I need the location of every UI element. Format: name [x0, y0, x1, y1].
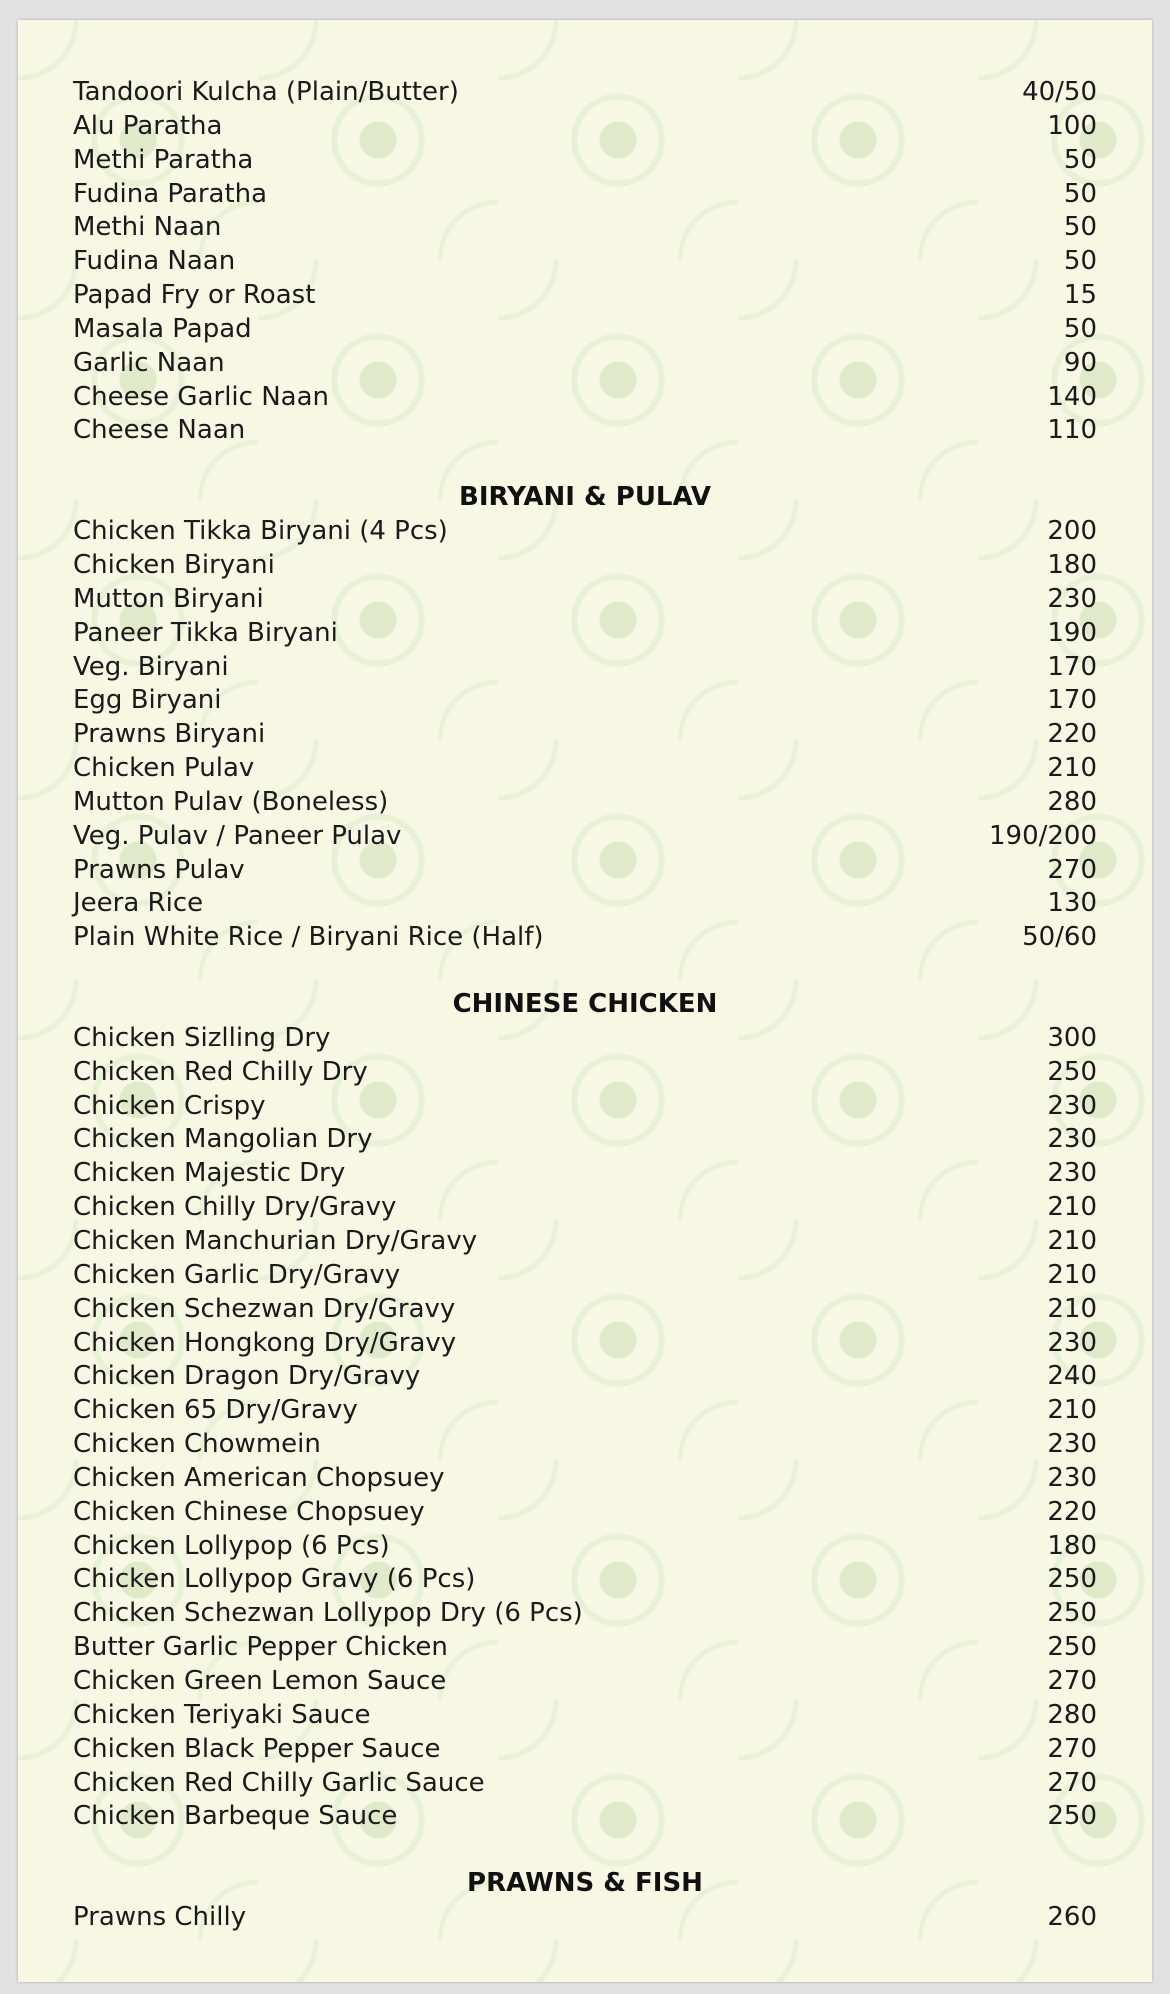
menu-item-price: 260	[1047, 1902, 1097, 1933]
menu-item-name: Mutton Pulav (Boneless)	[73, 786, 389, 817]
menu-item-price: 140	[1047, 381, 1097, 412]
menu-item-row	[73, 1428, 1097, 1462]
menu-item-price: 210	[1047, 1259, 1097, 1290]
menu-item-price: 190/200	[988, 820, 1097, 851]
menu-item-row	[73, 1631, 1097, 1665]
menu-item-price: 230	[1047, 1158, 1097, 1189]
menu-item-price: 15	[1063, 280, 1097, 311]
menu-item-row	[73, 515, 1097, 549]
menu-page	[18, 20, 1152, 1982]
menu-item-name: Chicken Majestic Dry	[73, 1158, 346, 1189]
menu-item-price: 170	[1047, 651, 1097, 682]
menu-item-row	[73, 1293, 1097, 1327]
menu-item-row	[73, 144, 1097, 178]
menu-item-row	[73, 1157, 1097, 1191]
menu-item-price: 50	[1063, 246, 1097, 277]
menu-item-name: Cheese Naan	[73, 415, 246, 446]
menu-item-name: Mutton Biryani	[73, 583, 264, 614]
menu-item-row	[73, 1462, 1097, 1496]
menu-item-name: Chicken Garlic Dry/Gravy	[73, 1259, 401, 1290]
menu-item-row	[73, 1394, 1097, 1428]
menu-item-name: Fudina Paratha	[73, 178, 268, 209]
menu-item-name: Chicken Red Chilly Dry	[73, 1056, 368, 1087]
menu-item-row	[73, 1360, 1097, 1394]
menu-item-price: 110	[1047, 415, 1097, 446]
menu-item-price: 280	[1047, 786, 1097, 817]
menu-item-row	[73, 752, 1097, 786]
menu-item-name: Prawns Chilly	[73, 1902, 247, 1933]
menu-item-price: 200	[1047, 516, 1097, 547]
menu-item-price: 300	[1047, 1022, 1097, 1053]
menu-item-row	[73, 786, 1097, 820]
menu-item-price: 180	[1047, 549, 1097, 580]
menu-item-row	[73, 1665, 1097, 1699]
menu-item-name: Papad Fry or Roast	[73, 280, 316, 311]
menu-item-row	[73, 820, 1097, 854]
menu-item-row	[73, 211, 1097, 245]
menu-item-price: 270	[1047, 854, 1097, 885]
menu-item-row	[73, 245, 1097, 279]
menu-item-price: 50	[1063, 313, 1097, 344]
menu-item-row	[73, 313, 1097, 347]
menu-item-row	[73, 1327, 1097, 1361]
menu-item-row	[73, 414, 1097, 448]
menu-item-name: Chicken Lollypop Gravy (6 Pcs)	[73, 1564, 476, 1595]
menu-item-price: 210	[1047, 1192, 1097, 1223]
menu-item-name: Chicken Crispy	[73, 1090, 266, 1121]
section-heading: CHINESE CHICKEN	[452, 989, 718, 1020]
menu-item-name: Chicken Barbeque Sauce	[73, 1801, 398, 1832]
menu-item-name: Egg Biryani	[73, 685, 222, 716]
menu-item-row	[73, 1800, 1097, 1834]
menu-item-price: 250	[1047, 1801, 1097, 1832]
menu-item-price: 210	[1047, 753, 1097, 784]
menu-item-name: Veg. Biryani	[73, 651, 229, 682]
menu-item-row	[73, 718, 1097, 752]
menu-item-row	[73, 854, 1097, 888]
menu-item-price: 210	[1047, 1293, 1097, 1324]
menu-item-price: 130	[1047, 888, 1097, 919]
menu-item-name: Chicken Chinese Chopsuey	[73, 1496, 425, 1527]
menu-item-row	[73, 583, 1097, 617]
menu-item-row	[73, 1563, 1097, 1597]
menu-item-name: Chicken Schezwan Dry/Gravy	[73, 1293, 456, 1324]
menu-item-row	[73, 110, 1097, 144]
menu-item-row	[73, 684, 1097, 718]
menu-item-price: 230	[1047, 1327, 1097, 1358]
menu-item-price: 170	[1047, 685, 1097, 716]
menu-item-price: 280	[1047, 1699, 1097, 1730]
menu-item-price: 100	[1047, 110, 1097, 141]
menu-item-row	[73, 1530, 1097, 1564]
menu-item-price: 190	[1047, 617, 1097, 648]
menu-item-name: Butter Garlic Pepper Chicken	[73, 1632, 448, 1663]
menu-item-price: 230	[1047, 1090, 1097, 1121]
menu-item-row	[73, 617, 1097, 651]
menu-item-price: 250	[1047, 1598, 1097, 1629]
menu-item-row	[73, 651, 1097, 685]
menu-item-name: Chicken Red Chilly Garlic Sauce	[73, 1767, 485, 1798]
menu-item-row	[73, 921, 1097, 955]
menu-item-row	[73, 1191, 1097, 1225]
menu-item-row	[73, 1901, 1097, 1935]
menu-item-name: Methi Naan	[73, 212, 222, 243]
menu-item-price: 250	[1047, 1056, 1097, 1087]
menu-list	[73, 76, 1097, 1935]
menu-item-name: Chicken Chowmein	[73, 1429, 321, 1460]
menu-item-price: 50	[1063, 212, 1097, 243]
menu-item-name: Prawns Pulav	[73, 854, 245, 885]
menu-item-row	[73, 1123, 1097, 1157]
menu-item-name: Chicken Lollypop (6 Pcs)	[73, 1530, 390, 1561]
menu-item-row	[73, 1699, 1097, 1733]
menu-item-price: 180	[1047, 1530, 1097, 1561]
menu-item-price: 90	[1063, 347, 1097, 378]
menu-item-name: Chicken Mangolian Dry	[73, 1124, 373, 1155]
menu-item-price: 270	[1047, 1767, 1097, 1798]
menu-item-row	[73, 1733, 1097, 1767]
menu-item-price: 240	[1047, 1361, 1097, 1392]
menu-item-price: 230	[1047, 1124, 1097, 1155]
menu-item-name: Chicken 65 Dry/Gravy	[73, 1395, 358, 1426]
menu-item-row	[73, 549, 1097, 583]
menu-item-name: Chicken Green Lemon Sauce	[73, 1665, 447, 1696]
menu-item-price: 230	[1047, 1462, 1097, 1493]
menu-item-row	[73, 381, 1097, 415]
menu-item-name: Chicken Hongkong Dry/Gravy	[73, 1327, 457, 1358]
menu-item-price: 220	[1047, 1496, 1097, 1527]
menu-item-name: Chicken Teriyaki Sauce	[73, 1699, 371, 1730]
menu-item-price: 50	[1063, 178, 1097, 209]
menu-item-price: 210	[1047, 1226, 1097, 1256]
menu-item-name: Garlic Naan	[73, 347, 225, 378]
menu-item-name: Chicken Schezwan Lollypop Dry (6 Pcs)	[73, 1598, 583, 1629]
menu-item-price: 250	[1047, 1564, 1097, 1595]
menu-item-row	[73, 1022, 1097, 1056]
menu-item-row	[73, 1090, 1097, 1124]
menu-item-price: 220	[1047, 719, 1097, 750]
menu-item-row	[73, 887, 1097, 921]
menu-item-price: 50	[1063, 144, 1097, 175]
menu-item-row	[73, 279, 1097, 313]
menu-item-name: Veg. Pulav / Paneer Pulav	[73, 820, 402, 851]
menu-item-name: Cheese Garlic Naan	[73, 381, 330, 412]
menu-item-name: Chicken Black Pepper Sauce	[73, 1733, 441, 1764]
menu-item-price: 40/50	[1022, 77, 1097, 107]
menu-item-price: 230	[1047, 583, 1097, 614]
menu-item-row	[73, 76, 1097, 110]
menu-item-name: Tandoori Kulcha (Plain/Butter)	[73, 77, 459, 107]
menu-item-name: Methi Paratha	[73, 144, 254, 175]
menu-item-name: Paneer Tikka Biryani	[73, 617, 338, 648]
menu-item-row	[73, 347, 1097, 381]
menu-item-name: Masala Papad	[73, 313, 252, 344]
menu-item-name: Chicken Pulav	[73, 753, 255, 784]
menu-item-name: Prawns Biryani	[73, 719, 266, 750]
menu-item-price: 230	[1047, 1429, 1097, 1460]
menu-item-name: Chicken Biryani	[73, 549, 275, 580]
menu-item-name: Chicken Manchurian Dry/Gravy	[73, 1226, 478, 1256]
section-heading: PRAWNS & FISH	[467, 1868, 703, 1899]
menu-item-name: Chicken Tikka Biryani (4 Pcs)	[73, 516, 448, 547]
menu-item-row	[73, 178, 1097, 212]
menu-item-price: 250	[1047, 1632, 1097, 1663]
menu-item-name: Chicken Chilly Dry/Gravy	[73, 1192, 397, 1223]
menu-item-name: Chicken American Chopsuey	[73, 1462, 445, 1493]
menu-item-row	[73, 1225, 1097, 1259]
menu-item-name: Plain White Rice / Biryani Rice (Half)	[73, 922, 544, 953]
menu-item-name: Chicken Sizlling Dry	[73, 1022, 331, 1053]
menu-item-name: Chicken Dragon Dry/Gravy	[73, 1361, 421, 1392]
menu-item-name: Jeera Rice	[73, 888, 204, 919]
menu-item-price: 210	[1047, 1395, 1097, 1426]
menu-item-row	[73, 1767, 1097, 1801]
menu-item-price: 50/60	[1022, 922, 1097, 953]
section-heading: BIRYANI & PULAV	[459, 482, 711, 513]
menu-item-price: 270	[1047, 1733, 1097, 1764]
menu-item-row	[73, 1056, 1097, 1090]
menu-item-row	[73, 1496, 1097, 1530]
menu-item-price: 270	[1047, 1665, 1097, 1696]
menu-item-name: Fudina Naan	[73, 246, 236, 277]
menu-item-name: Alu Paratha	[73, 110, 223, 141]
menu-item-row	[73, 1597, 1097, 1631]
menu-item-row	[73, 1259, 1097, 1293]
